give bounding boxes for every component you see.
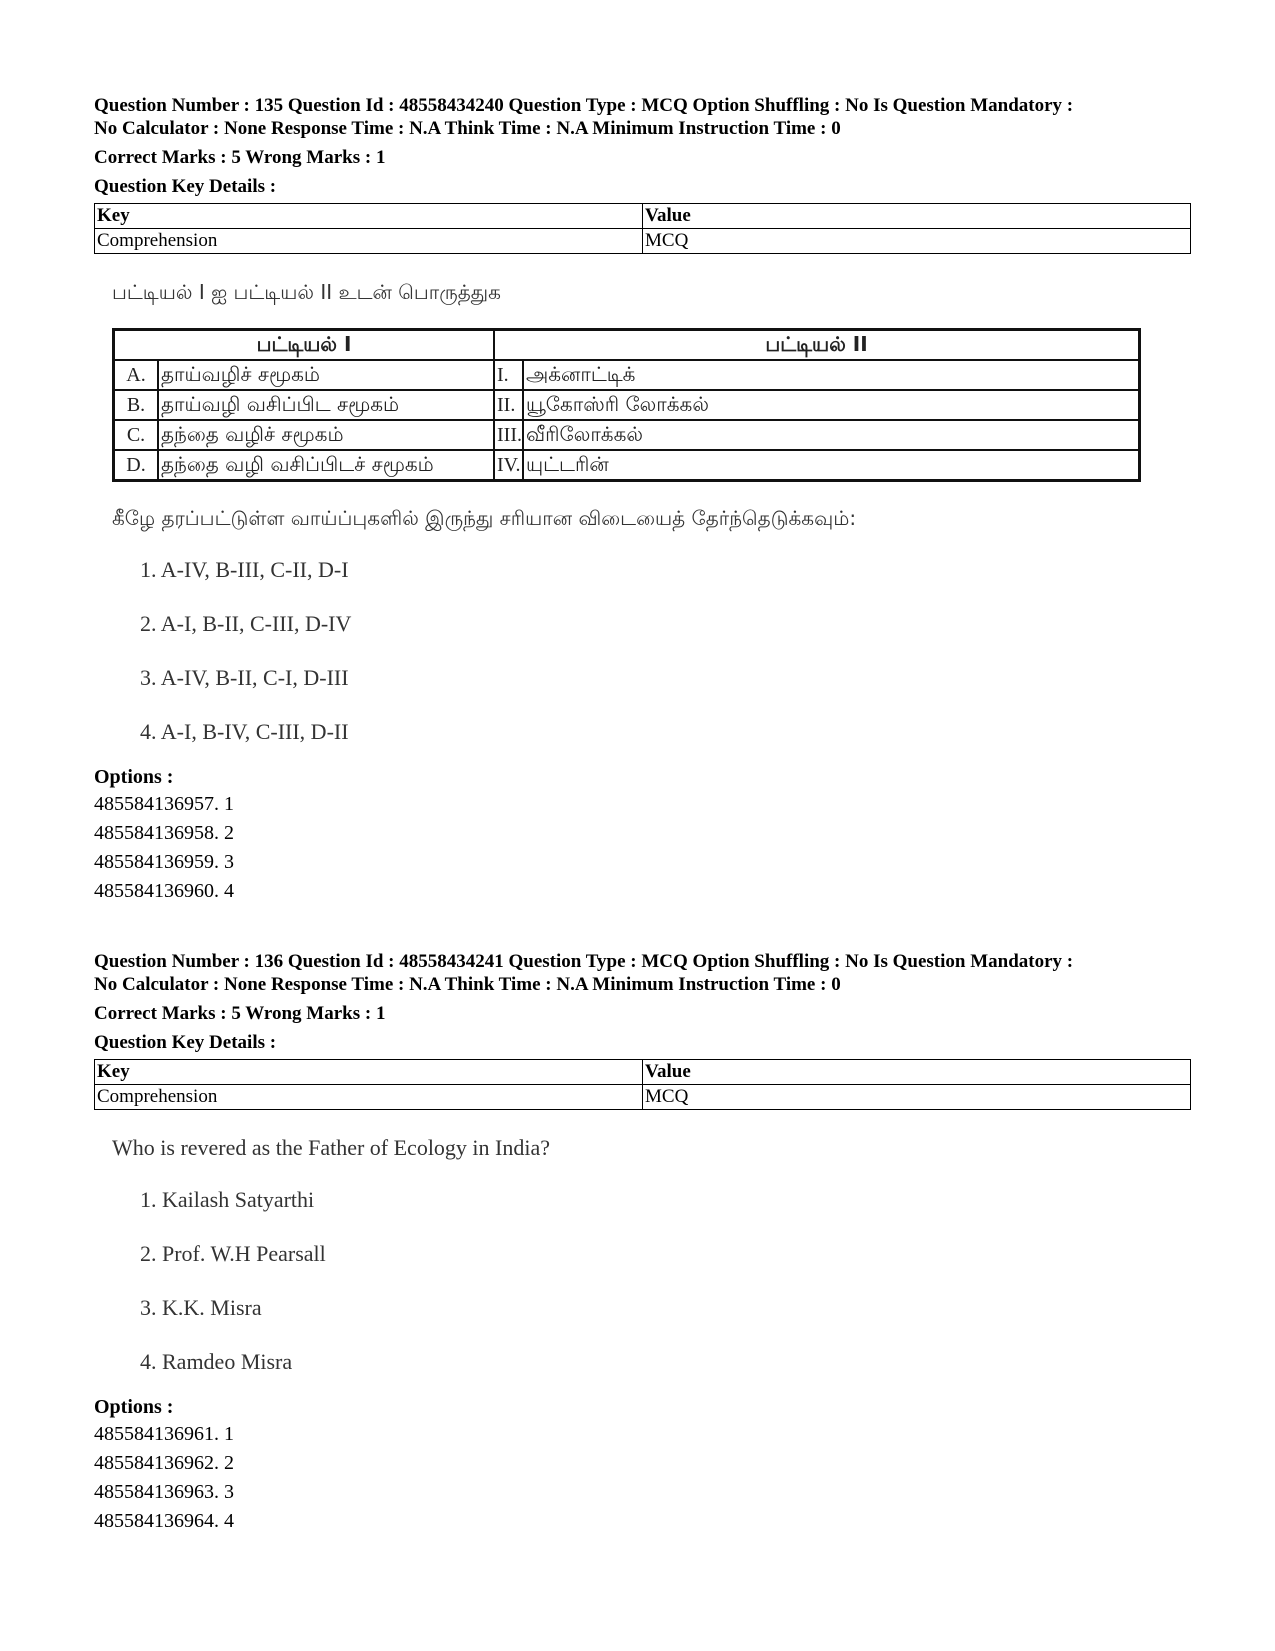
meta-line-1: Question Number : 136 Question Id : 48558434241 Question Type : MCQ Option Shuffling : No Is Question Mandatory : <box>94 951 1074 972</box>
meta-line-1: Question Number : 135 Question Id : 48558434240 Question Type : MCQ Option Shuffling : No Is Question Mandatory : <box>94 95 1074 116</box>
list-1-item: தாய்வழி வசிப்பிட சமூகம் <box>158 390 494 420</box>
match-row <box>114 420 1140 450</box>
answer-choice: 1. Kailash Satyarthi <box>140 1187 315 1212</box>
match-row <box>114 390 1140 420</box>
value-header: Value <box>643 204 1191 229</box>
list-2-item: யுட்டரின் <box>523 450 1140 481</box>
key-header: Key <box>95 1060 643 1085</box>
list-1-index: A. <box>114 360 159 390</box>
list-1-header: பட்டியல் I <box>114 330 495 361</box>
list-2-item: வீரிலோக்கல் <box>523 420 1140 450</box>
option-item: 485584136959. 3 <box>94 851 234 873</box>
list-1-index: B. <box>114 390 159 420</box>
answer-choices <box>140 556 1191 746</box>
key-details-row <box>95 1085 1191 1110</box>
key-details-label: Question Key Details : <box>94 1032 277 1053</box>
answer-choice: 4. Ramdeo Misra <box>140 1349 293 1374</box>
option-item: 485584136962. 2 <box>94 1452 234 1474</box>
question-meta <box>94 950 1191 996</box>
key-details-row <box>95 229 1191 254</box>
answer-choice: 2. Prof. W.H Pearsall <box>140 1241 326 1266</box>
answer-choice: 3. K.K. Misra <box>140 1295 262 1320</box>
question-meta <box>94 94 1191 140</box>
question-instruction: கீழே தரப்பட்டுள்ள வாய்ப்புகளில் இருந்து சரியான விடையைத் தேர்ந்தெடுக்கவும்: <box>112 506 857 530</box>
options-list <box>94 1420 1191 1536</box>
question-content <box>112 278 1191 746</box>
list-1-item: தந்தை வழிச் சமூகம் <box>158 420 494 450</box>
list-2-index: IV. <box>494 450 523 481</box>
value-cell: MCQ <box>643 229 1191 254</box>
answer-choice: 4. A-I, B-IV, C-III, D-II <box>140 719 349 744</box>
options-label: Options : <box>94 1396 174 1418</box>
answer-choice: 1. A-IV, B-III, C-II, D-I <box>140 557 349 582</box>
option-item: 485584136957. 1 <box>94 793 234 815</box>
key-details-header-row <box>95 1060 1191 1085</box>
list-2-index: I. <box>494 360 523 390</box>
match-row <box>114 360 1140 390</box>
meta-line-2: No Calculator : None Response Time : N.A Think Time : N.A Minimum Instruction Time : 0 <box>94 118 841 139</box>
option-item: 485584136960. 4 <box>94 880 234 902</box>
list-2-index: II. <box>494 390 523 420</box>
document-page <box>94 94 1191 1536</box>
match-row <box>114 450 1140 481</box>
value-cell: MCQ <box>643 1085 1191 1110</box>
key-cell: Comprehension <box>95 229 643 254</box>
marks-line: Correct Marks : 5 Wrong Marks : 1 <box>94 1003 386 1024</box>
list-2-item: யூகோஸ்ரி லோக்கல் <box>523 390 1140 420</box>
option-item: 485584136958. 2 <box>94 822 234 844</box>
question-block-135 <box>94 94 1191 906</box>
list-2-index: III. <box>494 420 523 450</box>
key-cell: Comprehension <box>95 1085 643 1110</box>
marks-line: Correct Marks : 5 Wrong Marks : 1 <box>94 147 386 168</box>
list-1-item: தந்தை வழி வசிப்பிடச் சமூகம் <box>158 450 494 481</box>
list-1-index: D. <box>114 450 159 481</box>
key-details-table <box>94 1059 1191 1110</box>
option-item: 485584136963. 3 <box>94 1481 234 1503</box>
question-stem: Who is revered as the Father of Ecology in India? <box>112 1135 551 1160</box>
match-table-header <box>114 330 1140 361</box>
question-content <box>112 1134 1191 1376</box>
question-stem: பட்டியல் I ஐ பட்டியல் II உடன் பொருத்துக <box>112 280 501 304</box>
question-block-136 <box>94 950 1191 1536</box>
list-1-index: C. <box>114 420 159 450</box>
answer-choice: 3. A-IV, B-II, C-I, D-III <box>140 665 349 690</box>
meta-line-2: No Calculator : None Response Time : N.A Think Time : N.A Minimum Instruction Time : 0 <box>94 974 841 995</box>
key-details-label: Question Key Details : <box>94 176 277 197</box>
answer-choices <box>140 1186 1191 1376</box>
list-2-item: அக்னாட்டிக் <box>523 360 1140 390</box>
list-2-header: பட்டியல் II <box>494 330 1140 361</box>
options-label: Options : <box>94 766 174 788</box>
answer-choice: 2. A-I, B-II, C-III, D-IV <box>140 611 352 636</box>
key-details-table <box>94 203 1191 254</box>
match-table <box>112 328 1141 482</box>
value-header: Value <box>643 1060 1191 1085</box>
option-item: 485584136964. 4 <box>94 1510 234 1532</box>
option-item: 485584136961. 1 <box>94 1423 234 1445</box>
key-header: Key <box>95 204 643 229</box>
list-1-item: தாய்வழிச் சமூகம் <box>158 360 494 390</box>
options-list <box>94 790 1191 906</box>
key-details-header-row <box>95 204 1191 229</box>
